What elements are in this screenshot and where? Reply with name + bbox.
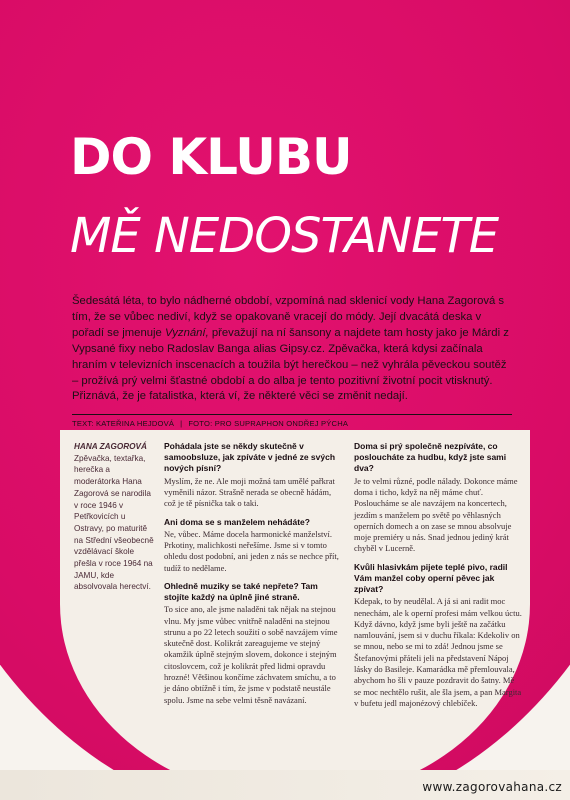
question: Kvůli hlasivkám pijete teplé pivo, radil Vám manžel coby operní pěvec jak zpívat? [354,561,508,595]
answer: Ne, vůbec. Máme docela harmonické manželství. Prkotiny, malichkosti neřešíme. Jsme si v tomto ohledu dost podobní, ani jeden z nás se nechce přít, tudíž to nedělame. [164,528,339,573]
lead-text-2: převažují na ní šansony a najdete tam hosty jako je Márdi z Vypsané fixy nebo Radoslav Banga alias Gipsy.cz. Zpěvačka, která kdysi začínala hraním v televizních inscenacích a toužila být herečkou – než vyhrála pěveckou soutěž – prožívá prý velmi šťastné období a do alba je tento pozitivní životní pocit vtisknutý. Přiznává, že je fatalistka, která ví, že některé věci se změnit nedají. [72,326,509,403]
headline-line-1: DO KLUBU [70,128,352,186]
interview-column-2 [164,441,344,713]
answer: To sice ano, ale jsme naladěni tak nějak na stejnou vlnu. My jsme vůbec vnitřně naladěni na stejnou strunu a po 22 letech soužití o sobě navzájem víme skutečně dost. Kolikrát zareagujeme ve stejný okamžik úplně stejným slovem, dokonce i stejným citoslovcem, což je kolikrát před lidmi opravdu hrozné! Většinou končíme záchvatem smíchu, a to je dáno obtížně i tím, že jsme v podstatě neustále spolu. Jsme na sebe velmi těsně navázaní. [164,604,338,705]
question: Ani doma se s manželem nehádáte? [164,516,310,527]
website-link[interactable]: www.zagorovahana.cz [422,780,562,794]
credits-line [72,414,512,428]
bio-text: Zpěvačka, textařka, herečka a moderátorka Hana Zagorová se narodila v roce 1946 v Petřkovicích u Ostravy, po maturitě na Střední všeobecně vzdělávací škole přešla v roce 1964 na JAMU, kde absolvovala herectví. [74,453,154,592]
question: Doma si prý společně nezpíváte, co posloucháte za hudbu, když jste sami dva? [354,441,507,474]
album-title: Vyznání, [164,326,209,339]
answer: Je to velmi různé, podle nálady. Dokonce máme doma i ticho, když na něj máme chuť. Posloucháme se ale navzájem na koncertech, jezdím s manželem po světě po věhlasných operních domech a on zase se mnou absolvuje moje premiéry u nás. Snad jednou jediný krát chyběl v Lucerně. [354,475,518,554]
credit-separator: | [180,419,183,428]
bio-name: HANA ZAGOROVÁ [74,442,147,451]
text-credit: TEXT: KATEŘINA HEJDOVÁ [72,419,175,428]
lead-text-1: Šedesátá léta, to bylo nádherné období, vzpomíná nad sklenicí vody Hana Zagorová s tím, že se vůbec nediví, když se opakovaně vracejí do módy. Její dvacátá deska v pořadí se jmenuje [72,295,505,339]
question: Pohádala jste se někdy skutečně v samoobsluze, jak zpíváte v jedné ze svých nových písní? [164,441,336,474]
interview-column-3 [354,441,522,716]
bio-column [74,441,154,593]
headline-line-2: MĚ NEDOSTANETE [70,208,499,264]
lead-paragraph [72,294,512,405]
answer: Myslím, že ne. Ale moji možná tam umělé pařkrat vyměnili názor. Strašně nerada se obecně hádám, což je tě písnička tak o taki. [164,475,335,509]
question: Ohledně muziky se také nepřete? Tam stojíte každý na úplně jiné straně. [164,580,318,603]
photo-credit: FOTO: PRO SUPRAPHON ONDŘEJ PÝCHA [188,419,349,428]
answer: Kdepak, to by neudělal. A já si ani radit moc nenechám, ale k operní profesi mám velkou úctu. Když dávno, když jsme byli ještě na začátku namlouvání, jsem si v duchu říkala: Kdekoliv on se mnou, nebo se mi to zdá! Jednou jsme se Štefanovými přáteli jeli na představení Nápoj lásky do Basileje. Kamarádka mě přemlouvala, abychom ho šli v pauze pozdravit do šatny. Mě se moc nechtělo rušit, ale šla jsem, a pan Margita v bufetu jedl majonézový chlebíček. [354,596,522,708]
